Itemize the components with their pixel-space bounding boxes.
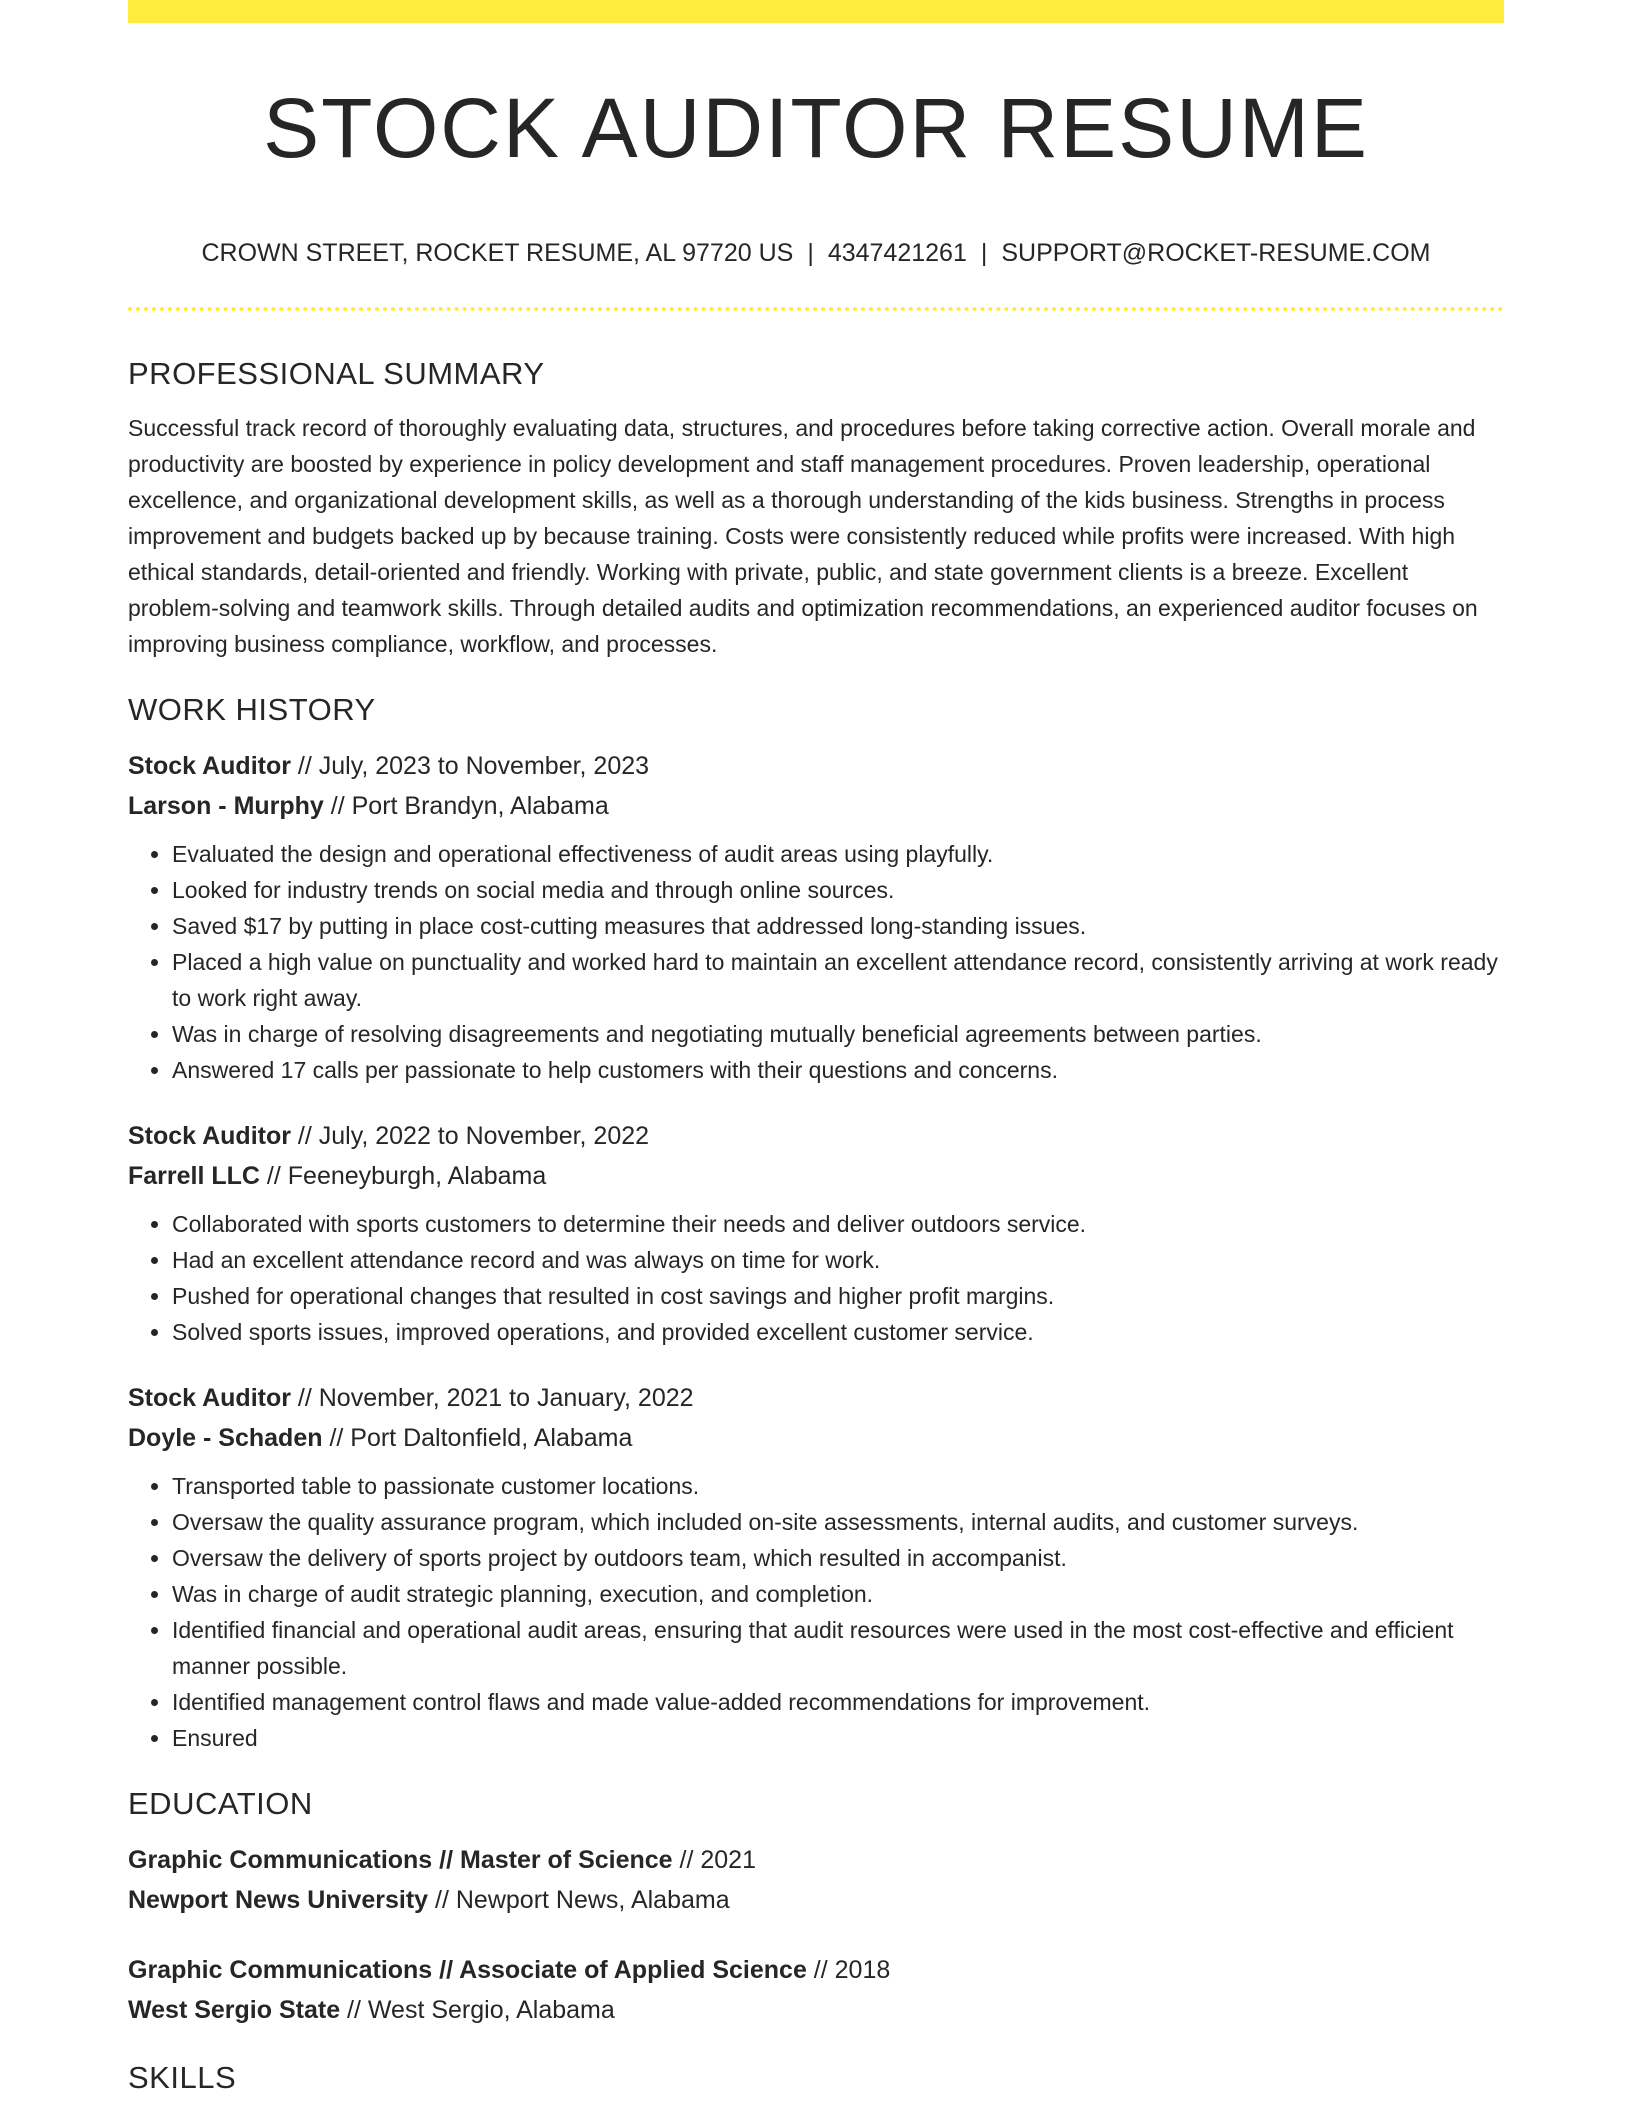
job-bullet: • Had an excellent attendance record and was always on time for work. bbox=[172, 1242, 1504, 1278]
job-bullet: • Pushed for operational changes that resulted in cost savings and higher profit margins. bbox=[172, 1278, 1504, 1314]
summary-text: Successful track record of thoroughly evaluating data, structures, and procedures before taking corrective action. Overall morale and productivity are boosted by experience in policy development and staff management procedures. Proven leadership, operational excellence, and organizational development skills, as well as a thorough understanding of the kids business. Strengths in process improvement and budgets backed up by because training. Costs were consistently reduced while profits were increased. With high ethical standards, detail-oriented and friendly. Working with private, public, and state government clients is a breeze. Excellent problem-solving and teamwork skills. Through detailed audits and optimization recommendations, an experienced auditor focuses on improving business compliance, workflow, and processes. bbox=[128, 415, 1478, 657]
education-degree-line bbox=[128, 1950, 1504, 1990]
contact-separator: | bbox=[980, 239, 988, 267]
job-bullet: • Oversaw the delivery of sports project by outdoors team, which resulted in accompanist. bbox=[172, 1540, 1504, 1576]
contact-separator: | bbox=[807, 239, 814, 267]
job-company: Larson - Murphy bbox=[128, 792, 324, 820]
job-bullet: • Was in charge of resolving disagreements and negotiating mutually beneficial agreements between parties. bbox=[172, 1016, 1504, 1052]
job-bullet: • Saved $17 by putting in place cost-cutting measures that addressed long-standing issues. bbox=[172, 908, 1504, 944]
work-history-list bbox=[128, 746, 1504, 1756]
job-bullet: • Evaluated the design and operational effectiveness of audit areas using playfully. bbox=[172, 836, 1504, 872]
job-bullets bbox=[128, 1206, 1504, 1350]
job-bullet: • Oversaw the quality assurance program, which included on-site assessments, internal audits, and customer surveys. bbox=[172, 1504, 1504, 1540]
job-title: Stock Auditor bbox=[128, 752, 291, 780]
job-company: Farrell LLC bbox=[128, 1162, 260, 1190]
education-school: West Sergio State bbox=[128, 1996, 341, 2024]
education-location: // West Sergio, Alabama bbox=[340, 1996, 615, 2024]
job-company-line bbox=[128, 786, 1504, 826]
job-dates: // November, 2021 to January, 2022 bbox=[290, 1384, 694, 1412]
job-dates: // July, 2023 to November, 2023 bbox=[290, 752, 650, 780]
job-entry bbox=[128, 1116, 1504, 1350]
job-bullet: • Collaborated with sports customers to determine their needs and deliver outdoors service. bbox=[172, 1206, 1504, 1242]
job-entry bbox=[128, 1378, 1504, 1756]
job-title: Stock Auditor bbox=[128, 1384, 291, 1412]
job-bullet: • Was in charge of audit strategic planning, execution, and completion. bbox=[172, 1576, 1504, 1612]
education-school-line bbox=[128, 1990, 1504, 2030]
contact-email: SUPPORT@ROCKET-RESUME.COM bbox=[1001, 239, 1431, 267]
contact-line bbox=[128, 236, 1504, 270]
job-title: Stock Auditor bbox=[128, 1122, 291, 1150]
education-entry bbox=[128, 1950, 1504, 2030]
job-dates: // July, 2022 to November, 2022 bbox=[290, 1122, 650, 1150]
job-company-line bbox=[128, 1418, 1504, 1458]
job-title-line bbox=[128, 1116, 1504, 1156]
job-bullets bbox=[128, 1468, 1504, 1756]
job-bullet: • Transported table to passionate customer locations. bbox=[172, 1468, 1504, 1504]
job-location: // Port Brandyn, Alabama bbox=[323, 792, 609, 820]
job-bullet: • Placed a high value on punctuality and worked hard to maintain an excellent attendance record, consistently arriving at work ready to work right away. bbox=[172, 944, 1504, 1016]
education-heading: EDUCATION bbox=[128, 1786, 313, 1821]
job-bullet: • Looked for industry trends on social media and through online sources. bbox=[172, 872, 1504, 908]
job-bullet: • Answered 17 calls per passionate to help customers with their questions and concerns. bbox=[172, 1052, 1504, 1088]
job-bullet: • Identified management control flaws and made value-added recommendations for improvement. bbox=[172, 1684, 1504, 1720]
resume-content bbox=[128, 352, 1504, 2100]
skills-heading: SKILLS bbox=[128, 2060, 237, 2095]
job-entry bbox=[128, 746, 1504, 1088]
education-degree: Graphic Communications // Associate of Applied Science bbox=[128, 1956, 807, 1984]
education-degree: Graphic Communications // Master of Science bbox=[128, 1846, 673, 1874]
job-bullet: • Ensured bbox=[172, 1720, 1504, 1756]
education-location: // Newport News, Alabama bbox=[428, 1886, 730, 1914]
education-list bbox=[128, 1840, 1504, 2030]
job-bullets bbox=[128, 836, 1504, 1088]
resume-title: STOCK AUDITOR RESUME bbox=[263, 81, 1369, 175]
education-year: // 2018 bbox=[806, 1956, 891, 1984]
job-bullet: • Solved sports issues, improved operations, and provided excellent customer service. bbox=[172, 1314, 1504, 1350]
job-company: Doyle - Schaden bbox=[128, 1424, 323, 1452]
education-school: Newport News University bbox=[128, 1886, 429, 1914]
job-location: // Feeneyburgh, Alabama bbox=[259, 1162, 547, 1190]
education-year: // 2021 bbox=[672, 1846, 756, 1874]
summary-heading: PROFESSIONAL SUMMARY bbox=[128, 356, 545, 391]
education-degree-line bbox=[128, 1840, 1504, 1880]
contact-phone: 4347421261 bbox=[827, 239, 967, 267]
education-school-line bbox=[128, 1880, 1504, 1920]
job-company-line bbox=[128, 1156, 1504, 1196]
job-title-line bbox=[128, 1378, 1504, 1418]
job-location: // Port Daltonfield, Alabama bbox=[322, 1424, 633, 1452]
job-bullet: • Identified financial and operational audit areas, ensuring that audit resources were used in the most cost-effective and efficient manner possible. bbox=[172, 1612, 1504, 1684]
work-history-heading: WORK HISTORY bbox=[128, 692, 376, 727]
education-entry bbox=[128, 1840, 1504, 1920]
contact-address: CROWN STREET, ROCKET RESUME, AL 97720 US bbox=[201, 239, 794, 267]
job-title-line bbox=[128, 746, 1504, 786]
accent-top-bar bbox=[128, 0, 1504, 23]
dotted-divider bbox=[128, 307, 1504, 311]
